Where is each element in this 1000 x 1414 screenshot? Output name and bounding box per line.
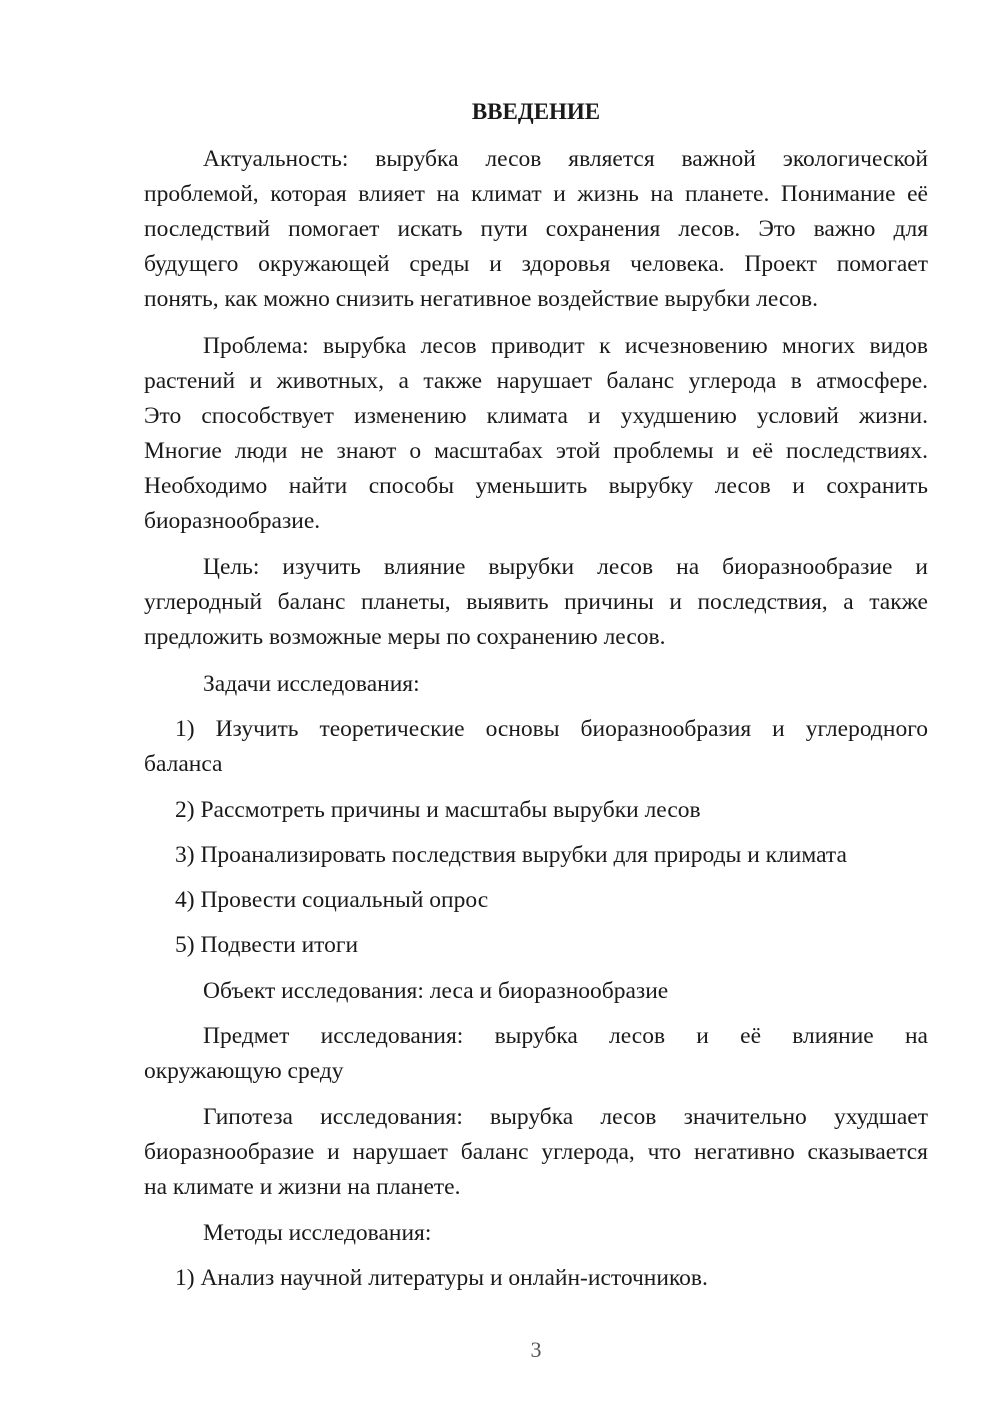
task-item-3 xyxy=(144,838,928,873)
text-line: Необходимо найти способы уменьшить вырубку лесов и сохранить xyxy=(144,473,928,499)
text-line: растений и животных, а также нарушает баланс углерода в атмосфере. xyxy=(144,368,928,394)
subject-paragraph xyxy=(144,1019,928,1089)
text-line: баланса xyxy=(144,751,223,777)
text-line: на климате и жизни на планете. xyxy=(144,1174,461,1200)
text-line: понять, как можно снизить негативное воздействие вырубки лесов. xyxy=(144,286,819,312)
text-line: 4) Провести социальный опрос xyxy=(175,887,489,913)
task-item-1 xyxy=(144,712,928,782)
text-line: предложить возможные меры по сохранению лесов. xyxy=(144,624,666,650)
page-number: 3 xyxy=(530,1337,542,1362)
text-line: 1) Изучить теоретические основы биоразнообразия и углеродного xyxy=(175,716,928,742)
problem-paragraph xyxy=(144,329,928,539)
text-line: Цель: изучить влияние вырубки лесов на биоразнообразие и xyxy=(203,554,928,580)
task-item-2 xyxy=(144,793,928,828)
text-line: Задачи исследования: xyxy=(203,671,420,697)
method-item-1 xyxy=(144,1261,928,1296)
tasks-heading xyxy=(144,667,928,702)
text-line: биоразнообразие. xyxy=(144,508,321,534)
text-line: Это способствует изменению климата и ухудшению условий жизни. xyxy=(144,403,928,429)
text-line: Многие люди не знают о масштабах этой проблемы и её последствиях. xyxy=(144,438,928,464)
text-line: Проблема: вырубка лесов приводит к исчезновению многих видов xyxy=(203,333,928,359)
text-line: 3) Проанализировать последствия вырубки для природы и климата xyxy=(175,842,847,868)
text-line: 1) Анализ научной литературы и онлайн-источников. xyxy=(175,1265,708,1291)
object-paragraph xyxy=(144,974,928,1009)
text-line: будущего окружающей среды и здоровья человека. Проект помогает xyxy=(144,251,928,277)
task-item-4 xyxy=(144,883,928,918)
text-line: Гипотеза исследования: вырубка лесов значительно ухудшает xyxy=(203,1104,928,1130)
text-line: проблемой, которая влияет на климат и жизнь на планете. Понимание её xyxy=(144,181,928,207)
hypothesis-paragraph xyxy=(144,1100,928,1205)
goal-paragraph xyxy=(144,550,928,655)
text-line: Актуальность: вырубка лесов является важной экологической xyxy=(203,146,928,172)
methods-heading xyxy=(144,1216,928,1251)
text-line: последствий помогает искать пути сохранения лесов. Это важно для xyxy=(144,216,928,242)
text-line: 5) Подвести итоги xyxy=(175,932,359,958)
text-line: Методы исследования: xyxy=(203,1220,432,1246)
relevance-paragraph xyxy=(144,142,928,317)
text-line: Предмет исследования: вырубка лесов и её влияние на xyxy=(203,1023,928,1049)
page-title: ВВЕДЕНИЕ xyxy=(471,99,601,124)
task-item-5 xyxy=(144,928,928,963)
text-line: Объект исследования: леса и биоразнообразие xyxy=(203,978,669,1004)
text-line: 2) Рассмотреть причины и масштабы вырубки лесов xyxy=(175,797,701,823)
text-line: углеродный баланс планеты, выявить причины и последствия, а также xyxy=(144,589,928,615)
text-line: окружающую среду xyxy=(144,1058,344,1084)
text-line: биоразнообразие и нарушает баланс углерода, что негативно сказывается xyxy=(144,1139,928,1165)
